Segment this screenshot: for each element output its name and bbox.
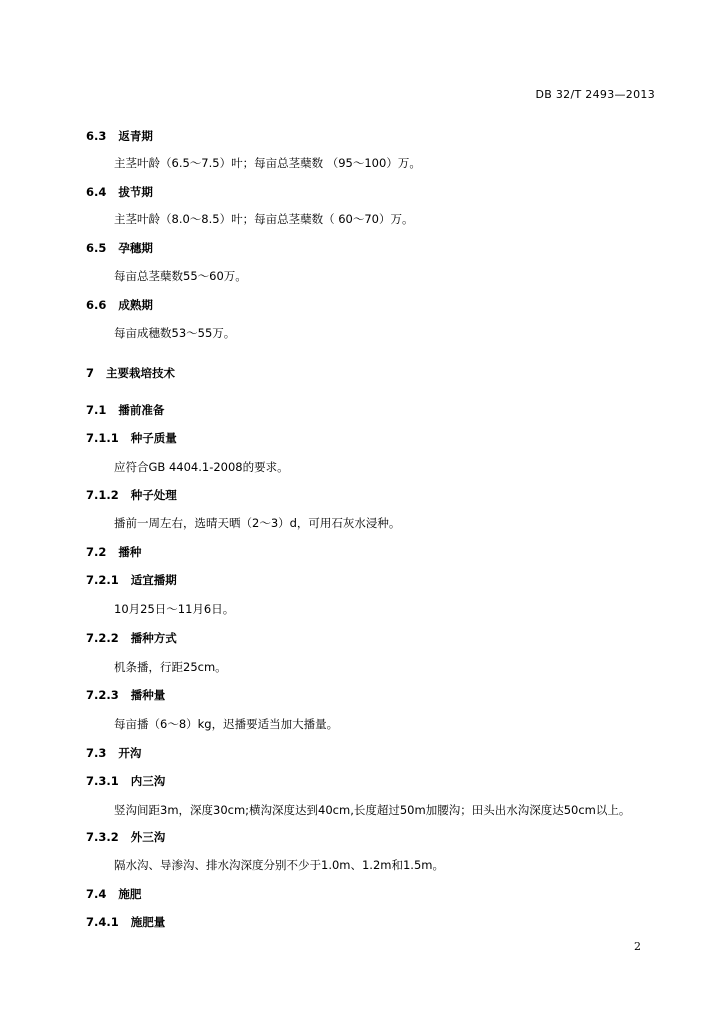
- section-number: 7.2.2: [86, 631, 119, 645]
- section-title: 施肥量: [130, 915, 166, 929]
- section-title: 种子处理: [130, 488, 177, 502]
- section-heading: [86, 687, 165, 703]
- document-id-header: DB 32/T 2493—2013: [535, 88, 655, 101]
- section-title: 施肥: [118, 887, 142, 901]
- paragraph-text: 每亩总茎蘖数55～60万。: [114, 269, 247, 283]
- section-heading: [86, 128, 153, 144]
- section-number: 7.2: [86, 545, 107, 559]
- section-number: 7.3.2: [86, 830, 119, 844]
- section-number: 7: [86, 366, 95, 380]
- section-title: 播种: [118, 545, 142, 559]
- section-heading: [86, 297, 153, 313]
- section-title: 开沟: [118, 746, 142, 760]
- paragraph-text: 主茎叶龄（8.0～8.5）叶；每亩总茎蘖数（ 60～70）万。: [114, 212, 414, 226]
- paragraph-text: 隔水沟、导渗沟、排水沟深度分别不少于1.0m、1.2m和1.5m。: [114, 858, 444, 872]
- section-number: 7.3.1: [86, 774, 119, 788]
- section-number: 7.4.1: [86, 915, 119, 929]
- section-heading: [86, 773, 165, 789]
- section-heading: [86, 184, 153, 200]
- section-heading: [86, 240, 153, 256]
- paragraph-text: 播前一周左右，选晴天晒（2～3）d，可用石灰水浸种。: [114, 516, 401, 530]
- paragraph-text: 竖沟间距3m，深度30cm;横沟深度达到40cm,长度超过50m加腰沟；田头出水沟深度达50cm以上。: [114, 803, 631, 817]
- section-title: 播种量: [130, 688, 166, 702]
- section-title: 返青期: [118, 129, 153, 143]
- paragraph-text: 每亩成穗数53～55万。: [114, 326, 236, 340]
- section-number: 7.2.1: [86, 573, 119, 587]
- page-number: 2: [634, 940, 641, 953]
- section-number: 6.3: [86, 129, 107, 143]
- section-heading: [86, 402, 164, 418]
- section-number: 6.4: [86, 185, 107, 199]
- section-heading: [86, 829, 165, 845]
- section-number: 7.1.2: [86, 488, 119, 502]
- paragraph-text: 主茎叶龄（6.5～7.5）叶；每亩总茎蘖数 （95～100）万。: [114, 156, 421, 170]
- section-heading: [86, 630, 177, 646]
- section-number: 7.1: [86, 403, 107, 417]
- section-number: 7.1.1: [86, 431, 119, 445]
- section-heading: [86, 745, 141, 761]
- section-number: 6.6: [86, 298, 107, 312]
- paragraph-text: 10月25日～11月6日。: [114, 602, 235, 616]
- section-heading: [86, 886, 141, 902]
- section-number: 6.5: [86, 241, 107, 255]
- section-title: 成熟期: [118, 298, 153, 312]
- section-heading: [86, 572, 177, 588]
- section-heading: [86, 487, 177, 503]
- section-title: 内三沟: [130, 774, 166, 788]
- section-title: 主要栽培技术: [106, 366, 176, 380]
- section-number: 7.3: [86, 746, 107, 760]
- section-title: 拔节期: [118, 185, 153, 199]
- section-title: 外三沟: [130, 830, 166, 844]
- section-title: 种子质量: [130, 431, 177, 445]
- section-title: 播种方式: [130, 631, 177, 645]
- section-heading: [86, 914, 165, 930]
- section-title: 播前准备: [118, 403, 165, 417]
- paragraph-text: 应符合GB 4404.1-2008的要求。: [114, 460, 289, 474]
- paragraph-text: 每亩播（6～8）kg，迟播要适当加大播量。: [114, 717, 339, 731]
- section-heading: [86, 544, 141, 560]
- paragraph-text: 机条播，行距25cm。: [114, 660, 227, 674]
- section-number: 7.2.3: [86, 688, 119, 702]
- section-title: 适宜播期: [130, 573, 177, 587]
- section-title: 孕穗期: [118, 241, 153, 255]
- section-heading: [86, 365, 175, 381]
- section-number: 7.4: [86, 887, 107, 901]
- section-heading: [86, 430, 177, 446]
